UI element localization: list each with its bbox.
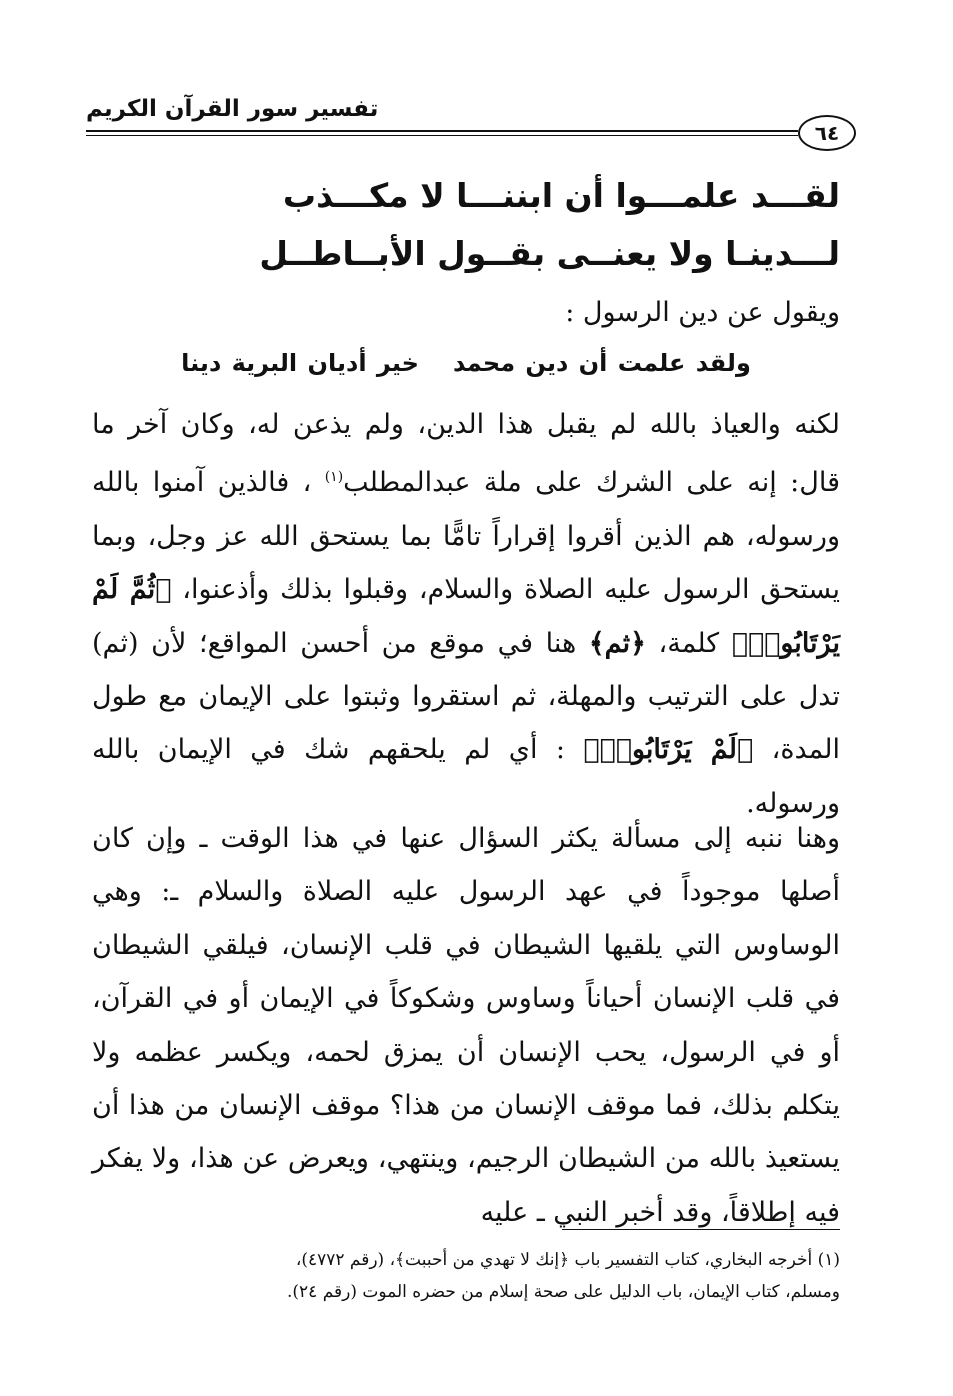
footnote-line-1: (١) أخرجه البخاري، كتاب التفسير باب ﴿إنك لا تهدي من أحببت﴾، (رقم ٤٧٧٢)، (295, 1250, 840, 1270)
paragraph-1-text-c: كلمة، (658, 627, 720, 659)
paragraph-1-text-e: : أي لم يلحقهم شك في الإيمان بالله ورسوله. (92, 734, 840, 819)
poem-line (92, 340, 840, 386)
paragraph-1-text-d: هنا في موقع من أحسن المواقع؛ لأن (ثم) تدل على الترتيب والمهلة، ثم استقروا وثبتوا على الإيمان مع طول المدة، (92, 627, 840, 766)
intro-line: ويقول عن دين الرسول : (565, 297, 840, 328)
page-number-badge: ٦٤ (798, 115, 856, 151)
paragraph-1-text-a: لكنه والعياذ بالله لم يقبل هذا الدين، ولم يذعن له، وكان آخر ما قال: إنه على الشرك على ملة عبدالمطلب (92, 409, 840, 499)
header-rule-thin (86, 135, 798, 136)
poem-second-half: خير أديان البرية دينا (181, 349, 419, 377)
header-rule-thick (86, 130, 798, 132)
running-header-title: تفسير سور القرآن الكريم (86, 96, 379, 122)
footnote-divider (562, 1229, 840, 1230)
footnote (92, 1244, 840, 1308)
paragraph-1 (92, 398, 840, 830)
footnote-line-2: ومسلم، كتاب الإيمان، باب الدليل على صحة إسلام من حضره الموت (رقم ٢٤). (286, 1282, 840, 1302)
quran-quote-3: ﴿لَمْ يَرْتَابُوا۟﴾ (583, 734, 754, 766)
verse-line-2: لـــدينـا ولا يعنــى بقــول الأبــاطــل (259, 234, 840, 273)
paragraph-1-text-b: ، فالذين آمنوا بالله ورسوله، هم الذين أقروا إقراراً تامًّا بما يستحق الله عز وجل، وبما يستحق الرسول عليه الصلاة والسلام، وقبلوا بذلك وأذعنوا، (92, 467, 840, 606)
quran-quote-2: ﴿ثم﴾ (588, 627, 646, 659)
quran-quote-1: ﴿ثُمَّ لَمْ يَرْتَابُوا۟﴾ (92, 574, 840, 659)
paragraph-2: وهنا ننبه إلى مسألة يكثر السؤال عنها في هذا الوقت ـ وإن كان أصلها موجوداً في عهد الرسول عليه الصلاة والسلام ـ: وهي الوساوس التي يلقيها الشيطان في قلب الإنسان، فيلقي الشيطان في قلب الإنسان أحياناً وساوس وشكوكاً في الإيمان أو في القرآن، أو في الرسول، يحب الإنسان أن يمزق لحمه، ويكسر عظمه ولا يتكلم بذلك، فما موقف الإنسان من هذا؟ موقف الإنسان من هذا أن يستعيذ بالله من الشيطان الرجيم، وينتهي، ويعرض عن هذا، ولا يفكر فيه إطلاقاً، وقد أخبر النبي ـ عليه (92, 823, 840, 1228)
verse-line-1: لقـــد علمـــوا أن ابننـــا لا مكـــذب (282, 176, 840, 215)
footnote-reference[interactable]: (١) (324, 469, 344, 486)
poem-first-half: ولقد علمت أن دين محمد (452, 349, 751, 377)
